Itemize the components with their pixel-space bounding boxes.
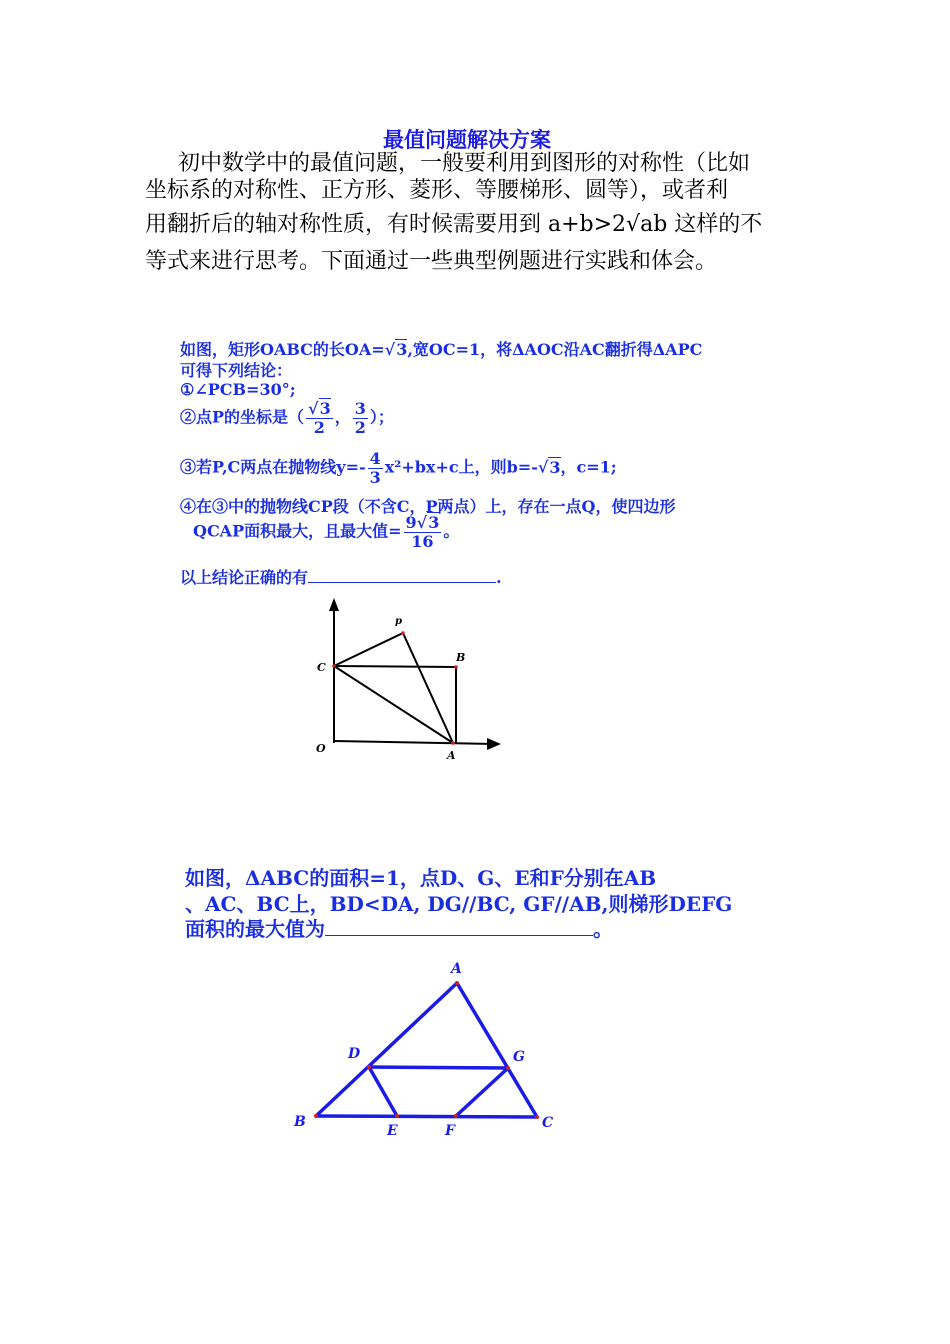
question-text: 面积的最大值为 <box>185 917 325 941</box>
conclusion-2 <box>180 400 394 436</box>
segment-bc <box>316 1116 537 1117</box>
point-e <box>395 1114 399 1118</box>
point-a <box>451 741 455 745</box>
x-axis <box>334 741 495 744</box>
conclusion-3: ③若P,C两点在抛物线y=- $\frac{4}{3}$ x²+bx+c上，则b=-√3，c=1; <box>180 449 617 487</box>
fraction-numerator: 4 <box>369 449 381 468</box>
point-c <box>332 664 336 668</box>
question-text: 以上结论正确的有 <box>180 568 309 587</box>
problem1-line-1: 如图，矩形OABC的长OA=√3,宽OC=1，将ΔAOC沿AC翻折得ΔAPC <box>180 340 703 359</box>
conclusion-4-line-2 <box>193 514 459 550</box>
problem2-line-3 <box>185 913 613 942</box>
fraction: $\frac{√3}{2}$ <box>308 399 331 437</box>
fraction-numerator: 9 <box>405 513 417 532</box>
problem2-line-1: 如图，ΔABC的面积=1，点D、G、E和F分别在AB <box>185 866 657 890</box>
point-b <box>314 1114 318 1118</box>
label-c: C <box>542 1115 554 1131</box>
conclusion-1: ①∠PCB=30°; <box>180 380 296 399</box>
fraction: $\frac{9√3}{16}$ <box>405 513 440 551</box>
segment-cp <box>334 633 403 666</box>
fraction <box>368 450 383 486</box>
intro-line-1: 初中数学中的最值问题，一般要利用到图形的对称性（比如 <box>178 151 751 176</box>
fraction-denominator: 3 <box>369 467 381 487</box>
label-a: A <box>447 749 456 762</box>
conclusion-4-line-1: ④在③中的抛物线CP段（不含C，P两点）上，存在一点Q，使四边形 <box>180 497 676 516</box>
answer-blank[interactable] <box>325 915 593 936</box>
fraction-numerator-sqrt: 3 <box>428 513 440 532</box>
y-axis-arrow-icon <box>329 598 339 611</box>
intro-line-4: 等式来进行思考。下面通过一些典型例题进行实践和体会。 <box>145 249 718 274</box>
label-d: D <box>348 1046 361 1062</box>
label-p: p <box>395 616 402 627</box>
fraction-denominator: 2 <box>354 417 366 437</box>
point-c <box>535 1115 539 1119</box>
segment-dg <box>369 1067 508 1068</box>
fraction-denominator: 2 <box>313 417 325 437</box>
fraction <box>353 400 368 436</box>
problem1-question <box>180 565 502 588</box>
label-b: B <box>294 1114 306 1130</box>
point-d <box>367 1065 371 1069</box>
point-b <box>454 665 458 669</box>
point-g <box>506 1066 510 1070</box>
segment-ac <box>457 983 537 1117</box>
conclusion-text: ，c=1; <box>560 457 617 477</box>
conclusion-text: QCAP面积最大，且最大值= <box>193 521 402 541</box>
segment-de <box>369 1067 397 1116</box>
label-b: B <box>456 651 466 664</box>
question-end: . <box>496 568 502 587</box>
problem1-text: ,宽OC=1，将ΔAOC沿AC翻折得ΔAPC <box>407 340 703 359</box>
question-end: 。 <box>593 917 613 941</box>
label-o: O <box>316 742 326 755</box>
problem1-text: 如图，矩形OABC的长OA= <box>180 340 385 359</box>
fraction-denominator: 16 <box>411 531 434 551</box>
answer-blank[interactable] <box>308 566 496 583</box>
segment-gf <box>456 1068 508 1116</box>
label-a: A <box>451 961 462 977</box>
intro-line-3: 用翻折后的轴对称性质，有时候需要用到 a+b>2√ab 这样的不 <box>145 212 763 237</box>
figure-triangle-trapezoid <box>280 955 570 1145</box>
sqrt-value: 3 <box>396 340 408 359</box>
label-g: G <box>513 1049 525 1065</box>
point-f <box>454 1114 458 1118</box>
fraction-numerator: 3 <box>354 399 366 418</box>
figure-rectangle-fold <box>300 595 520 770</box>
conclusion-text: 。 <box>443 521 460 541</box>
intro-line-2: 坐标系的对称性、正方形、菱形、等腰梯形、圆等），或者利 <box>145 178 729 203</box>
label-f: F <box>445 1123 455 1139</box>
label-c: C <box>317 661 326 674</box>
conclusion-text: x²+bx+c上，则b=- <box>384 457 538 477</box>
conclusion-text: ②点P的坐标是（ <box>180 407 305 427</box>
label-e: E <box>387 1123 398 1139</box>
point-a <box>455 981 459 985</box>
conclusion-text: ）； <box>369 407 394 427</box>
sqrt-value: 3 <box>549 457 561 477</box>
separator: ， <box>334 407 351 427</box>
segment-cb <box>334 666 456 667</box>
x-axis-arrow-icon <box>487 738 501 750</box>
conclusion-text: ③若P,C两点在抛物线y=- <box>180 457 366 477</box>
fraction-numerator: 3 <box>319 399 331 418</box>
problem1-line-2: 可得下列结论： <box>180 361 293 380</box>
problem2-line-2: 、AC、BC上，BD<DA, DG//BC, GF//AB,则梯形DEFG <box>185 892 733 916</box>
page-title: 最值问题解决方案 <box>383 128 551 152</box>
point-p <box>401 631 405 635</box>
